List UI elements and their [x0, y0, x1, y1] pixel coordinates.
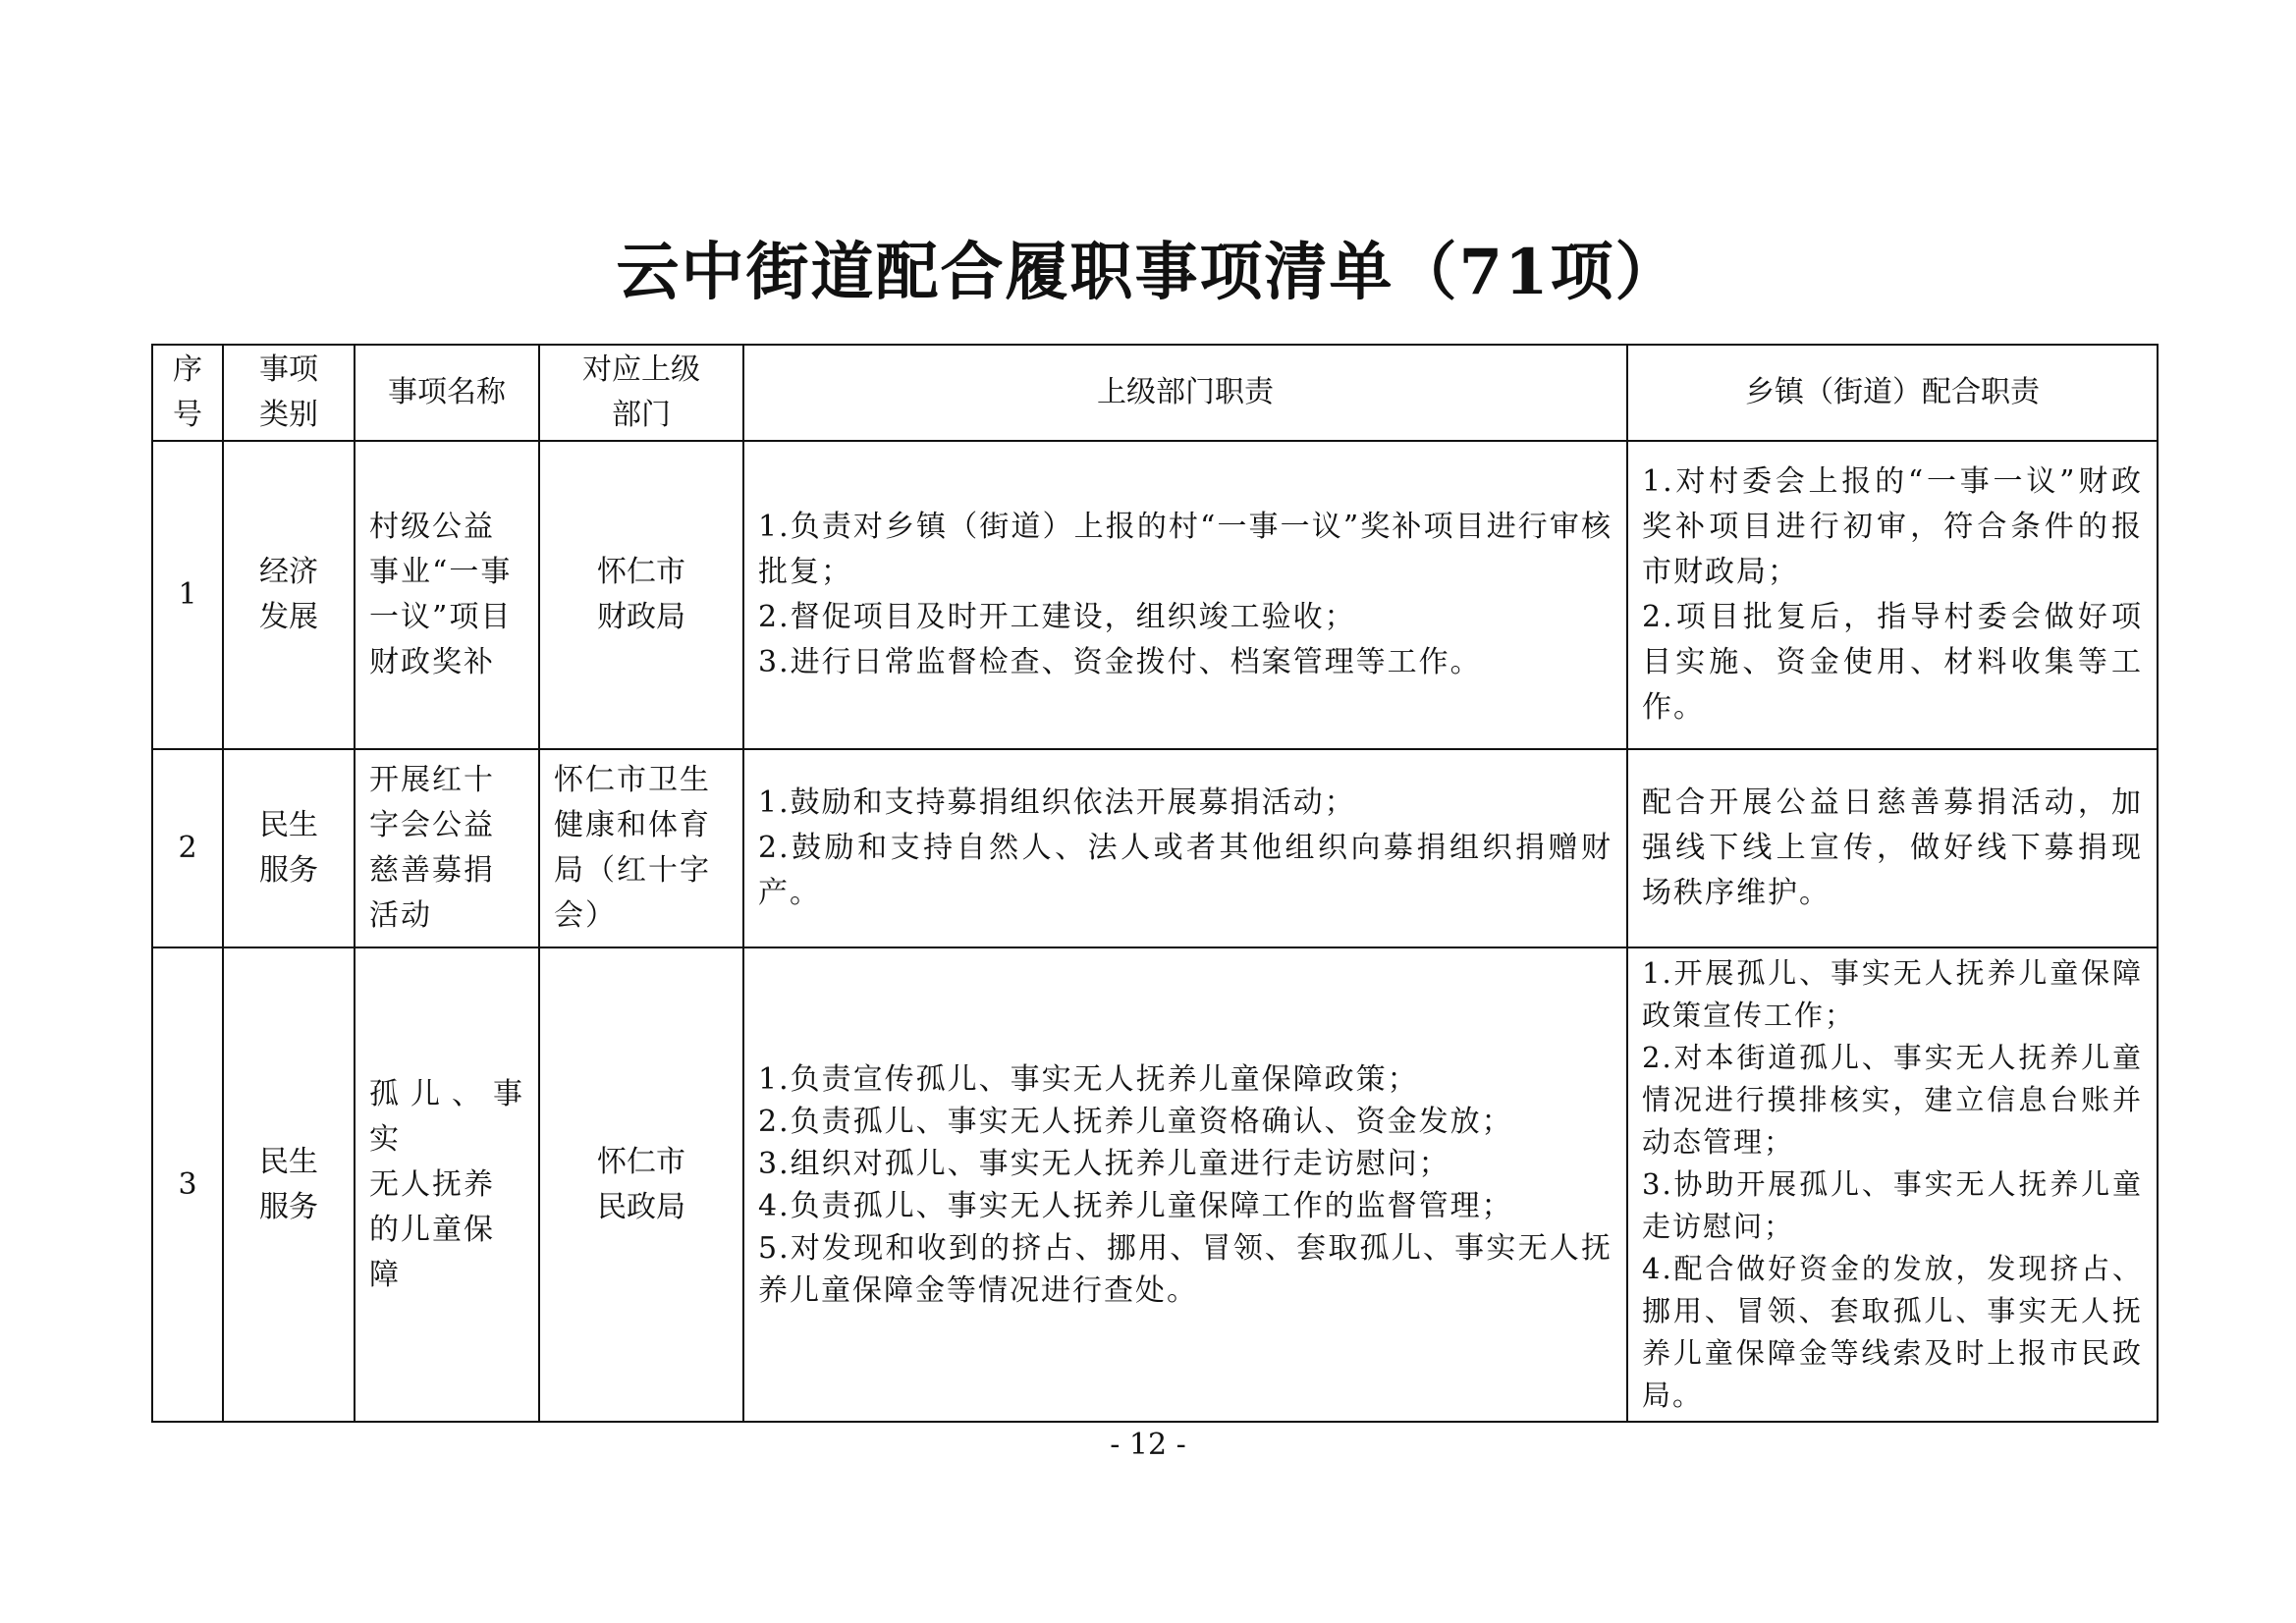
- table-row: [152, 441, 2158, 749]
- header-upper-duty: 上级部门职责: [743, 345, 1627, 441]
- header-department: 对应上级 部门: [539, 345, 743, 441]
- row-upper-duty: 1.负责对乡镇（街道）上报的村“一事一议”奖补项目进行审核批复； 2.督促项目及时开工建设，组织竣工验收； 3.进行日常监督检查、资金拨付、档案管理等工作。: [743, 441, 1627, 749]
- page-number: - 12 -: [1110, 1428, 1186, 1462]
- table-row: [152, 749, 2158, 947]
- row-town-duty: 配合开展公益日慈善募捐活动，加强线下线上宣传，做好线下募捐现场秩序维护。: [1627, 749, 2158, 947]
- row-category: 民生 服务: [223, 947, 355, 1422]
- header-name: 事项名称: [355, 345, 539, 441]
- row-department: 怀仁市 民政局: [539, 947, 743, 1422]
- header-category: 事项 类别: [223, 345, 355, 441]
- table-header-row: [152, 345, 2158, 441]
- header-index: 序 号: [152, 345, 223, 441]
- row-town-duty: 1.对村委会上报的“一事一议”财政奖补项目进行初审，符合条件的报市财政局； 2.项目批复后，指导村委会做好项目实施、资金使用、材料收集等工作。: [1627, 441, 2158, 749]
- row-upper-duty: 1.负责宣传孤儿、事实无人抚养儿童保障政策； 2.负责孤儿、事实无人抚养儿童资格确认、资金发放； 3.组织对孤儿、事实无人抚养儿童进行走访慰问； 4.负责孤儿、事实无人抚养儿童保障工作的监督管理； 5.对发现和收到的挤占、挪用、冒领、套取孤儿、事实无人抚养儿童保障金等情况进行查处。: [743, 947, 1627, 1422]
- row-index: 3: [152, 947, 223, 1422]
- row-index: 2: [152, 749, 223, 947]
- row-town-duty: 1.开展孤儿、事实无人抚养儿童保障政策宣传工作； 2.对本街道孤儿、事实无人抚养儿童情况进行摸排核实，建立信息台账并动态管理； 3.协助开展孤儿、事实无人抚养儿童走访慰问； 4.配合做好资金的发放，发现挤占、挪用、冒领、套取孤儿、事实无人抚养儿童保障金等线索及时上报市民政局。: [1627, 947, 2158, 1422]
- duty-table: [151, 344, 2159, 1423]
- row-index: 1: [152, 441, 223, 749]
- row-upper-duty: 1.鼓励和支持募捐组织依法开展募捐活动； 2.鼓励和支持自然人、法人或者其他组织向募捐组织捐赠财产。: [743, 749, 1627, 947]
- row-department: 怀仁市卫生 健康和体育 局（红十字 会）: [539, 749, 743, 947]
- row-item-name: 村级公益 事业“一事 一议”项目 财政奖补: [355, 441, 539, 749]
- document-title: 云中街道配合履职事项清单（71项）: [616, 236, 1680, 309]
- row-department: 怀仁市 财政局: [539, 441, 743, 749]
- table-row: [152, 947, 2158, 1422]
- row-item-name: 孤儿、事实 无人抚养 的儿童保 障: [355, 947, 539, 1422]
- row-category: 经济 发展: [223, 441, 355, 749]
- row-item-name: 开展红十 字会公益 慈善募捐 活动: [355, 749, 539, 947]
- header-town-duty: 乡镇（街道）配合职责: [1627, 345, 2158, 441]
- row-category: 民生 服务: [223, 749, 355, 947]
